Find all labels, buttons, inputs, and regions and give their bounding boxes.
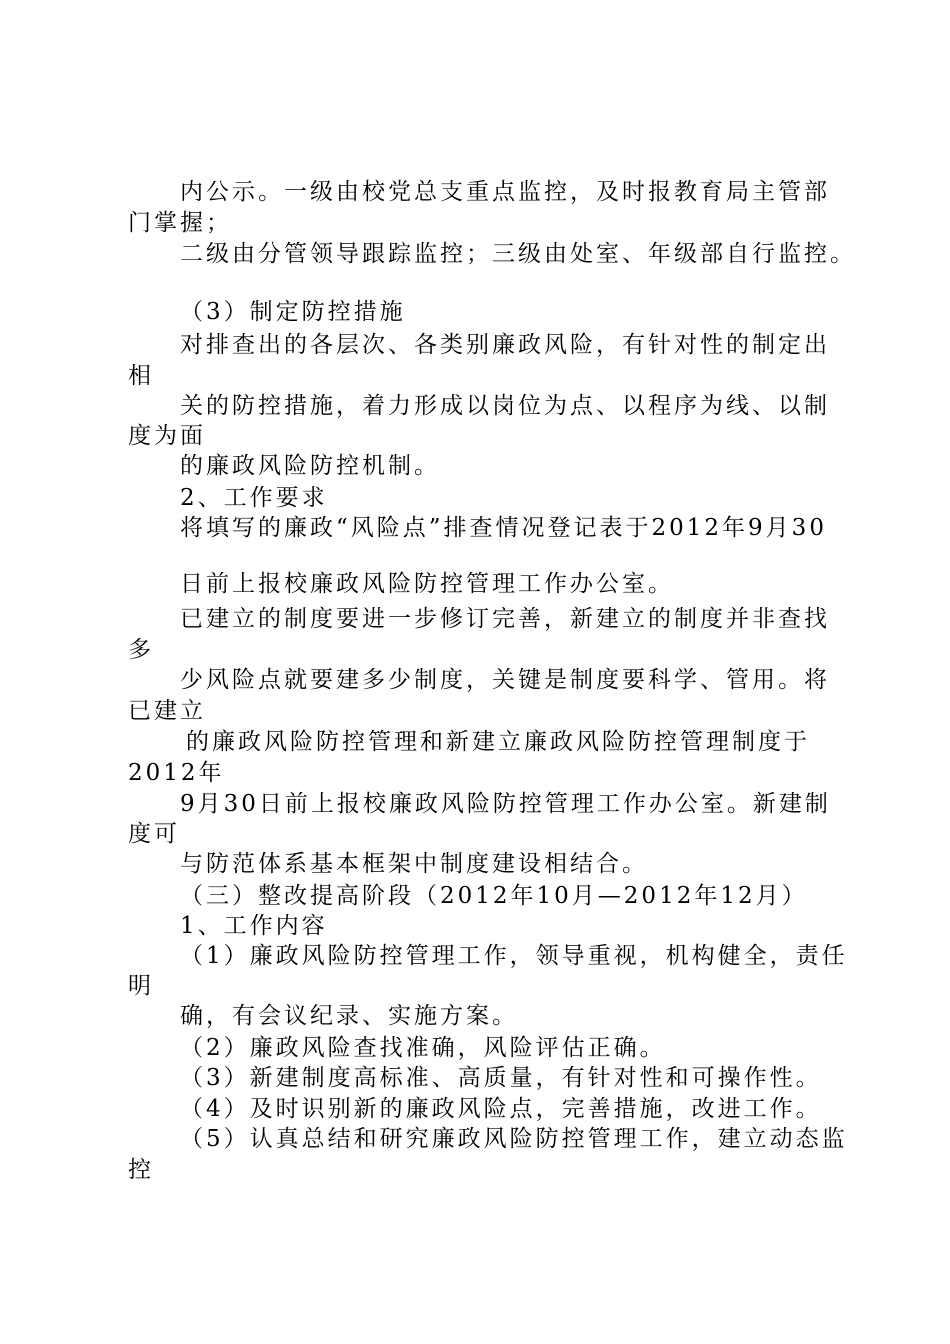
text-line: 度为面 <box>128 423 206 449</box>
text-line: 确，有会议纪录、实施方案。 <box>180 1003 518 1029</box>
text-line: 的廉政风险防控管理和新建立廉政风险防控管理制度于 <box>186 729 810 755</box>
text-line: 内公示。一级由校党总支重点监控，及时报教育局主管部 <box>180 179 830 205</box>
text-line: 二级由分管领导跟踪监控；三级由处室、年级部自行监控。 <box>180 241 856 267</box>
text-line: 已建立 <box>128 698 206 724</box>
text-line: 将填写的廉政“风险点”排查情况登记表于2012年9月30 <box>180 515 827 541</box>
text-line: 对排查出的各层次、各类别廉政风险，有针对性的制定出 <box>180 332 830 358</box>
text-line: 9月30日前上报校廉政风险防控管理工作办公室。新建制 <box>180 791 831 817</box>
text-line: 2012年 <box>128 760 225 786</box>
text-line: 的廉政风险防控机制。 <box>180 453 440 479</box>
text-line: 关的防控措施，着力形成以岗位为点、以程序为线、以制 <box>180 393 830 419</box>
section-heading: 1、工作内容 <box>180 913 328 939</box>
text-line: 相 <box>128 363 154 389</box>
text-line: （1）廉政风险防控管理工作，领导重视，机构健全，责任 <box>180 943 848 969</box>
section-heading: （三）整改提高阶段（2012年10月—2012年12月） <box>180 883 808 909</box>
text-line: 明 <box>128 973 154 999</box>
text-line: 少风险点就要建多少制度，关键是制度要科学、管用。将 <box>180 667 830 693</box>
section-heading: 2、工作要求 <box>180 485 328 511</box>
text-line: 门掌握； <box>128 210 232 236</box>
text-line: 已建立的制度要进一步修订完善，新建立的制度并非查找 <box>180 606 830 632</box>
text-line: 多 <box>128 637 154 663</box>
text-line: （4）及时识别新的廉政风险点，完善措施，改进工作。 <box>180 1096 822 1122</box>
text-line: （2）廉政风险查找准确，风险评估正确。 <box>180 1035 666 1061</box>
text-line: （3）制定防控措施 <box>180 299 406 325</box>
text-line: 日前上报校廉政风险防控管理工作办公室。 <box>180 571 674 597</box>
text-line: 度可 <box>128 821 180 847</box>
text-line: 与防范体系基本框架中制度建设相结合。 <box>180 851 648 877</box>
text-line: （3）新建制度高标准、高质量，有针对性和可操作性。 <box>180 1065 822 1091</box>
text-line: 控 <box>128 1157 154 1183</box>
text-line: （5）认真总结和研究廉政风险防控管理工作，建立动态监 <box>180 1126 848 1152</box>
